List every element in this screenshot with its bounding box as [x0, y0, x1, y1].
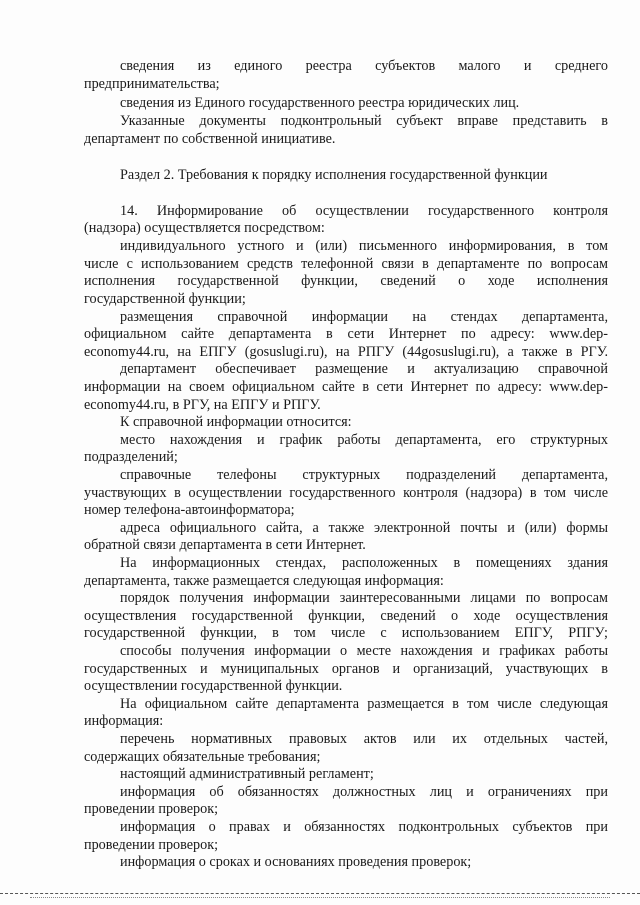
scan-edge-line — [30, 897, 610, 898]
text-line: место нахождения и график работы департамента, его структурных — [120, 432, 608, 448]
text-line: информации на своем официальном сайте в сети Интернет по адресу: www.dep- — [84, 379, 608, 395]
text-line: предпринимательства; — [84, 76, 220, 92]
text-line: информация: — [84, 713, 164, 729]
text-line: размещения справочной информации на стендах департамента, — [120, 309, 608, 325]
text-line: На официальном сайте департамента размещается в том числе следующая — [120, 696, 608, 712]
text-line: обратной связи департамента в сети Интернет. — [84, 537, 366, 553]
text-line: К справочной информации относится: — [120, 414, 352, 430]
text-line: официальном сайте департамента в сети Интернет по адресу: www.dep- — [84, 326, 608, 342]
text-line: осуществления государственной функции, сведений о ходе осуществления — [84, 608, 608, 624]
text-line: сведения из единого реестра субъектов малого и среднего — [120, 58, 608, 74]
text-line: индивидуального устного и (или) письменного информирования, в том — [120, 238, 608, 254]
text-line: Указанные документы подконтрольный субъект вправе представить в — [120, 113, 608, 129]
text-line: государственной функции, в том числе с использованием ЕПГУ, РПГУ; — [84, 625, 608, 641]
text-line: содержащих обязательные требования; — [84, 749, 321, 765]
text-line: На информационных стендах, расположенных в помещениях здания — [120, 555, 608, 571]
section-heading: Раздел 2. Требования к порядку исполнения государственной функции — [120, 167, 548, 183]
text-line: economy44.ru, на ЕПГУ (gosuslugi.ru), на РПГУ (44gosuslugi.ru), а также в РГУ. — [84, 344, 608, 360]
text-line: информация об обязанностях должностных лиц и ограничениях при — [120, 784, 608, 800]
text-line: информация о сроках и основаниях проведения проверок; — [120, 854, 472, 870]
text-line: 14. Информирование об осуществлении государственного контроля — [120, 203, 608, 219]
text-line: номер телефона-автоинформатора; — [84, 502, 295, 518]
text-line: информация о правах и обязанностях подконтрольных субъектов при — [120, 819, 608, 835]
text-line: департамент обеспечивает размещение и актуализацию справочной — [120, 361, 608, 377]
text-line: государственной функции; — [84, 291, 246, 307]
text-line: осуществлении государственной функции. — [84, 678, 343, 694]
text-line: исполнения государственной функции, сведений о ходе исполнения — [84, 273, 608, 289]
text-line: числе с использованием средств телефонной связи в департаменте по вопросам — [84, 256, 608, 272]
scan-edge-line — [0, 893, 640, 894]
text-line: проведении проверок; — [84, 837, 219, 853]
text-line: перечень нормативных правовых актов или их отдельных частей, — [120, 731, 608, 747]
text-line: economy44.ru, в РГУ, на ЕПГУ и РПГУ. — [84, 397, 321, 413]
text-line: настоящий административный регламент; — [120, 766, 374, 782]
text-line: подразделений; — [84, 449, 178, 465]
text-line: департамента, также размещается следующая информация: — [84, 573, 444, 589]
text-line: проведении проверок; — [84, 801, 219, 817]
text-line: справочные телефоны структурных подразделений департамента, — [120, 467, 608, 483]
text-line: адреса официального сайта, а также электронной почты и (или) формы — [120, 520, 608, 536]
text-line: сведения из Единого государственного реестра юридических лиц. — [120, 95, 520, 111]
text-line: государственных и муниципальных органов и организаций, участвующих в — [84, 661, 608, 677]
text-line: способы получения информации о месте нахождения и графиках работы — [120, 643, 608, 659]
text-line: порядок получения информации заинтересованными лицами по вопросам — [120, 590, 608, 606]
text-line: департамент по собственной инициативе. — [84, 131, 336, 147]
text-line: участвующих в осуществлении государственного контроля (надзора) в том числе — [84, 485, 608, 501]
text-line: (надзора) осуществляется посредством: — [84, 220, 325, 236]
